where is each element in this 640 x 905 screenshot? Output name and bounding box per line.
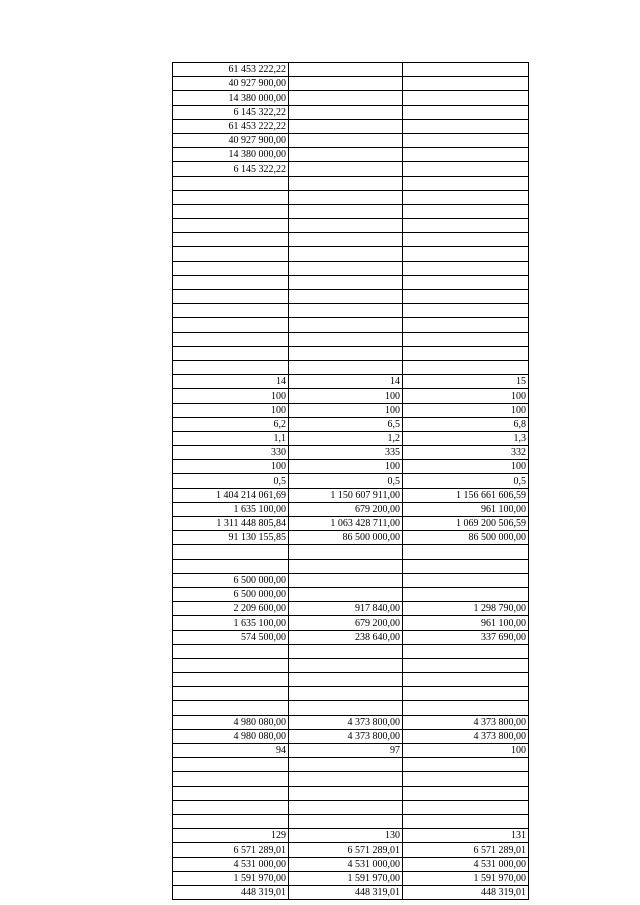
table-row bbox=[173, 644, 529, 658]
table-cell: 6,5 bbox=[289, 417, 403, 431]
table-row bbox=[173, 91, 529, 105]
table-cell bbox=[173, 687, 289, 701]
table-cell bbox=[403, 573, 529, 587]
table-cell bbox=[289, 360, 403, 374]
table-row bbox=[173, 885, 529, 899]
table-cell: 335 bbox=[289, 446, 403, 460]
table-cell bbox=[403, 290, 529, 304]
table-cell bbox=[403, 772, 529, 786]
table-row bbox=[173, 261, 529, 275]
table-cell: 238 640,00 bbox=[289, 630, 403, 644]
table-cell: 6,2 bbox=[173, 417, 289, 431]
table-row bbox=[173, 318, 529, 332]
table-cell bbox=[289, 190, 403, 204]
table-cell bbox=[173, 204, 289, 218]
table-cell bbox=[403, 701, 529, 715]
table-row bbox=[173, 800, 529, 814]
table-cell bbox=[403, 91, 529, 105]
table-row bbox=[173, 148, 529, 162]
table-cell bbox=[403, 545, 529, 559]
table-cell: 100 bbox=[173, 389, 289, 403]
table-cell bbox=[289, 758, 403, 772]
table-cell bbox=[403, 77, 529, 91]
table-cell: 61 453 222,22 bbox=[173, 63, 289, 77]
table-row bbox=[173, 190, 529, 204]
table-cell bbox=[289, 587, 403, 601]
table-cell: 100 bbox=[289, 460, 403, 474]
table-cell: 40 927 900,00 bbox=[173, 77, 289, 91]
table-cell bbox=[173, 800, 289, 814]
table-cell bbox=[403, 814, 529, 828]
table-cell bbox=[403, 190, 529, 204]
table-cell: 86 500 000,00 bbox=[403, 531, 529, 545]
table-row bbox=[173, 105, 529, 119]
table-cell bbox=[403, 800, 529, 814]
table-cell bbox=[173, 247, 289, 261]
table-cell bbox=[289, 332, 403, 346]
table-cell bbox=[403, 233, 529, 247]
table-row bbox=[173, 602, 529, 616]
table-cell bbox=[403, 119, 529, 133]
table-cell: 1 156 661 606,59 bbox=[403, 488, 529, 502]
table-cell bbox=[289, 77, 403, 91]
table-row bbox=[173, 857, 529, 871]
table-cell: 1 311 448 805,84 bbox=[173, 517, 289, 531]
table-cell: 0,5 bbox=[289, 474, 403, 488]
table-cell: 6 500 000,00 bbox=[173, 573, 289, 587]
table-cell: 4 373 800,00 bbox=[289, 715, 403, 729]
table-cell: 1 069 200 506,59 bbox=[403, 517, 529, 531]
table-row bbox=[173, 133, 529, 147]
table-cell: 4 373 800,00 bbox=[403, 715, 529, 729]
table-row bbox=[173, 715, 529, 729]
table-cell bbox=[403, 275, 529, 289]
table-cell: 448 319,01 bbox=[289, 885, 403, 899]
table-cell bbox=[289, 219, 403, 233]
table-row bbox=[173, 417, 529, 431]
table-cell bbox=[403, 105, 529, 119]
table-row bbox=[173, 871, 529, 885]
table-cell bbox=[403, 204, 529, 218]
table-cell bbox=[403, 360, 529, 374]
table-row bbox=[173, 219, 529, 233]
table-cell: 6 145 322,22 bbox=[173, 105, 289, 119]
table-row bbox=[173, 275, 529, 289]
table-cell bbox=[289, 701, 403, 715]
table-cell: 131 bbox=[403, 829, 529, 843]
table-row bbox=[173, 573, 529, 587]
table-row bbox=[173, 176, 529, 190]
table-row bbox=[173, 162, 529, 176]
table-cell bbox=[173, 275, 289, 289]
table-cell bbox=[289, 247, 403, 261]
table-cell bbox=[289, 105, 403, 119]
table-cell bbox=[403, 261, 529, 275]
table-cell: 4 980 080,00 bbox=[173, 715, 289, 729]
table-row bbox=[173, 531, 529, 545]
table-body bbox=[173, 63, 529, 900]
table-row bbox=[173, 403, 529, 417]
table-cell bbox=[289, 133, 403, 147]
table-cell: 1 635 100,00 bbox=[173, 616, 289, 630]
table-row bbox=[173, 233, 529, 247]
table-cell: 4 531 000,00 bbox=[173, 857, 289, 871]
table-cell bbox=[289, 786, 403, 800]
table-row bbox=[173, 559, 529, 573]
table-cell bbox=[289, 559, 403, 573]
table-cell: 6 571 289,01 bbox=[173, 843, 289, 857]
table-cell: 574 500,00 bbox=[173, 630, 289, 644]
table-row bbox=[173, 829, 529, 843]
table-row bbox=[173, 729, 529, 743]
table-cell: 40 927 900,00 bbox=[173, 133, 289, 147]
table-row bbox=[173, 517, 529, 531]
table-cell bbox=[289, 162, 403, 176]
table-cell: 100 bbox=[173, 403, 289, 417]
table-row bbox=[173, 814, 529, 828]
table-row bbox=[173, 389, 529, 403]
table-cell bbox=[289, 233, 403, 247]
table-cell: 14 bbox=[173, 375, 289, 389]
table-cell bbox=[403, 673, 529, 687]
table-cell bbox=[403, 304, 529, 318]
table-cell: 14 380 000,00 bbox=[173, 148, 289, 162]
table-cell bbox=[289, 63, 403, 77]
table-cell bbox=[403, 687, 529, 701]
table-cell: 1 635 100,00 bbox=[173, 502, 289, 516]
table-cell: 0,5 bbox=[173, 474, 289, 488]
table-cell bbox=[289, 573, 403, 587]
table-row bbox=[173, 758, 529, 772]
table-cell bbox=[173, 219, 289, 233]
table-cell bbox=[289, 658, 403, 672]
table-row bbox=[173, 204, 529, 218]
table-row bbox=[173, 346, 529, 360]
table-cell: 4 531 000,00 bbox=[403, 857, 529, 871]
table-cell bbox=[173, 233, 289, 247]
table-cell bbox=[403, 587, 529, 601]
table-cell bbox=[289, 800, 403, 814]
table-cell: 2 209 600,00 bbox=[173, 602, 289, 616]
table-cell: 1 591 970,00 bbox=[403, 871, 529, 885]
table-row bbox=[173, 77, 529, 91]
table-cell: 6 145 322,22 bbox=[173, 162, 289, 176]
table-cell bbox=[289, 119, 403, 133]
table-cell bbox=[403, 644, 529, 658]
table-cell bbox=[173, 290, 289, 304]
table-row bbox=[173, 786, 529, 800]
table-cell bbox=[173, 545, 289, 559]
table-cell bbox=[173, 304, 289, 318]
table-cell: 1 404 214 061,69 bbox=[173, 488, 289, 502]
table-cell bbox=[289, 176, 403, 190]
table-row bbox=[173, 616, 529, 630]
table-cell: 100 bbox=[403, 744, 529, 758]
table-cell bbox=[289, 346, 403, 360]
table-cell bbox=[173, 758, 289, 772]
table-cell bbox=[289, 545, 403, 559]
table-cell bbox=[173, 772, 289, 786]
table-cell: 1 591 970,00 bbox=[173, 871, 289, 885]
table-cell bbox=[289, 304, 403, 318]
data-table bbox=[172, 62, 529, 900]
table-cell: 97 bbox=[289, 744, 403, 758]
table-cell: 917 840,00 bbox=[289, 602, 403, 616]
table-cell: 1,2 bbox=[289, 431, 403, 445]
table-cell: 4 373 800,00 bbox=[289, 729, 403, 743]
table-cell bbox=[403, 758, 529, 772]
table-cell bbox=[289, 814, 403, 828]
table-row bbox=[173, 360, 529, 374]
table-cell bbox=[289, 148, 403, 162]
table-cell: 6 571 289,01 bbox=[289, 843, 403, 857]
table-cell: 1 298 790,00 bbox=[403, 602, 529, 616]
table-cell: 129 bbox=[173, 829, 289, 843]
table-cell bbox=[173, 360, 289, 374]
table-row bbox=[173, 843, 529, 857]
table-cell bbox=[403, 162, 529, 176]
table-cell: 448 319,01 bbox=[403, 885, 529, 899]
table-cell: 679 200,00 bbox=[289, 502, 403, 516]
table-cell bbox=[289, 687, 403, 701]
table-cell bbox=[173, 261, 289, 275]
table-cell: 61 453 222,22 bbox=[173, 119, 289, 133]
table-cell bbox=[403, 318, 529, 332]
table-cell bbox=[289, 290, 403, 304]
table-cell bbox=[173, 318, 289, 332]
table-row bbox=[173, 587, 529, 601]
table-cell bbox=[403, 332, 529, 346]
table-cell: 332 bbox=[403, 446, 529, 460]
table-cell bbox=[173, 644, 289, 658]
table-cell bbox=[289, 318, 403, 332]
table-cell bbox=[289, 673, 403, 687]
table-row bbox=[173, 744, 529, 758]
table-cell bbox=[173, 346, 289, 360]
table-cell bbox=[173, 332, 289, 346]
table-cell: 337 690,00 bbox=[403, 630, 529, 644]
table-cell bbox=[173, 786, 289, 800]
table-cell: 94 bbox=[173, 744, 289, 758]
table-row bbox=[173, 658, 529, 672]
table-cell: 1 591 970,00 bbox=[289, 871, 403, 885]
table-cell bbox=[173, 176, 289, 190]
table-cell: 100 bbox=[403, 460, 529, 474]
table-cell bbox=[403, 346, 529, 360]
table-row bbox=[173, 772, 529, 786]
table-cell bbox=[173, 559, 289, 573]
table-cell bbox=[289, 91, 403, 105]
table-row bbox=[173, 332, 529, 346]
table-row bbox=[173, 502, 529, 516]
table-cell: 448 319,01 bbox=[173, 885, 289, 899]
table-cell bbox=[289, 275, 403, 289]
table-cell bbox=[403, 658, 529, 672]
table-row bbox=[173, 119, 529, 133]
table-cell bbox=[289, 772, 403, 786]
table-cell bbox=[403, 247, 529, 261]
table-cell: 1 150 607 911,00 bbox=[289, 488, 403, 502]
table-cell bbox=[403, 133, 529, 147]
table-row bbox=[173, 247, 529, 261]
table-cell bbox=[403, 176, 529, 190]
table-cell: 1 063 428 711,00 bbox=[289, 517, 403, 531]
table-cell bbox=[173, 190, 289, 204]
table-cell: 130 bbox=[289, 829, 403, 843]
table-row bbox=[173, 63, 529, 77]
table-cell: 100 bbox=[173, 460, 289, 474]
table-cell: 679 200,00 bbox=[289, 616, 403, 630]
table-cell bbox=[403, 148, 529, 162]
table-row bbox=[173, 687, 529, 701]
table-cell: 6 571 289,01 bbox=[403, 843, 529, 857]
table-cell bbox=[173, 814, 289, 828]
table-cell bbox=[289, 204, 403, 218]
table-row bbox=[173, 630, 529, 644]
table-cell: 100 bbox=[403, 389, 529, 403]
table-cell: 0,5 bbox=[403, 474, 529, 488]
table-row bbox=[173, 375, 529, 389]
table-cell: 14 380 000,00 bbox=[173, 91, 289, 105]
table-row bbox=[173, 488, 529, 502]
table-row bbox=[173, 460, 529, 474]
table-row bbox=[173, 545, 529, 559]
table-cell: 6,8 bbox=[403, 417, 529, 431]
table-cell bbox=[403, 559, 529, 573]
table-cell bbox=[173, 658, 289, 672]
table-row bbox=[173, 431, 529, 445]
table-cell bbox=[173, 701, 289, 715]
table-cell: 100 bbox=[289, 403, 403, 417]
table-row bbox=[173, 446, 529, 460]
table-cell bbox=[403, 786, 529, 800]
table-row bbox=[173, 474, 529, 488]
table-cell: 100 bbox=[403, 403, 529, 417]
table-row bbox=[173, 673, 529, 687]
table-cell: 100 bbox=[289, 389, 403, 403]
table-cell: 86 500 000,00 bbox=[289, 531, 403, 545]
table-row bbox=[173, 304, 529, 318]
table-row bbox=[173, 290, 529, 304]
table-cell: 961 100,00 bbox=[403, 616, 529, 630]
table-cell: 4 980 080,00 bbox=[173, 729, 289, 743]
table-cell: 1,3 bbox=[403, 431, 529, 445]
table-cell bbox=[289, 644, 403, 658]
table-cell bbox=[289, 261, 403, 275]
table-row bbox=[173, 701, 529, 715]
table-cell: 6 500 000,00 bbox=[173, 587, 289, 601]
table-cell: 4 373 800,00 bbox=[403, 729, 529, 743]
table-cell: 91 130 155,85 bbox=[173, 531, 289, 545]
table-cell: 15 bbox=[403, 375, 529, 389]
table-cell bbox=[173, 673, 289, 687]
table-cell: 330 bbox=[173, 446, 289, 460]
table-cell: 1,1 bbox=[173, 431, 289, 445]
table-cell: 4 531 000,00 bbox=[289, 857, 403, 871]
table-cell bbox=[403, 63, 529, 77]
table-cell: 961 100,00 bbox=[403, 502, 529, 516]
table-cell bbox=[403, 219, 529, 233]
table-cell: 14 bbox=[289, 375, 403, 389]
